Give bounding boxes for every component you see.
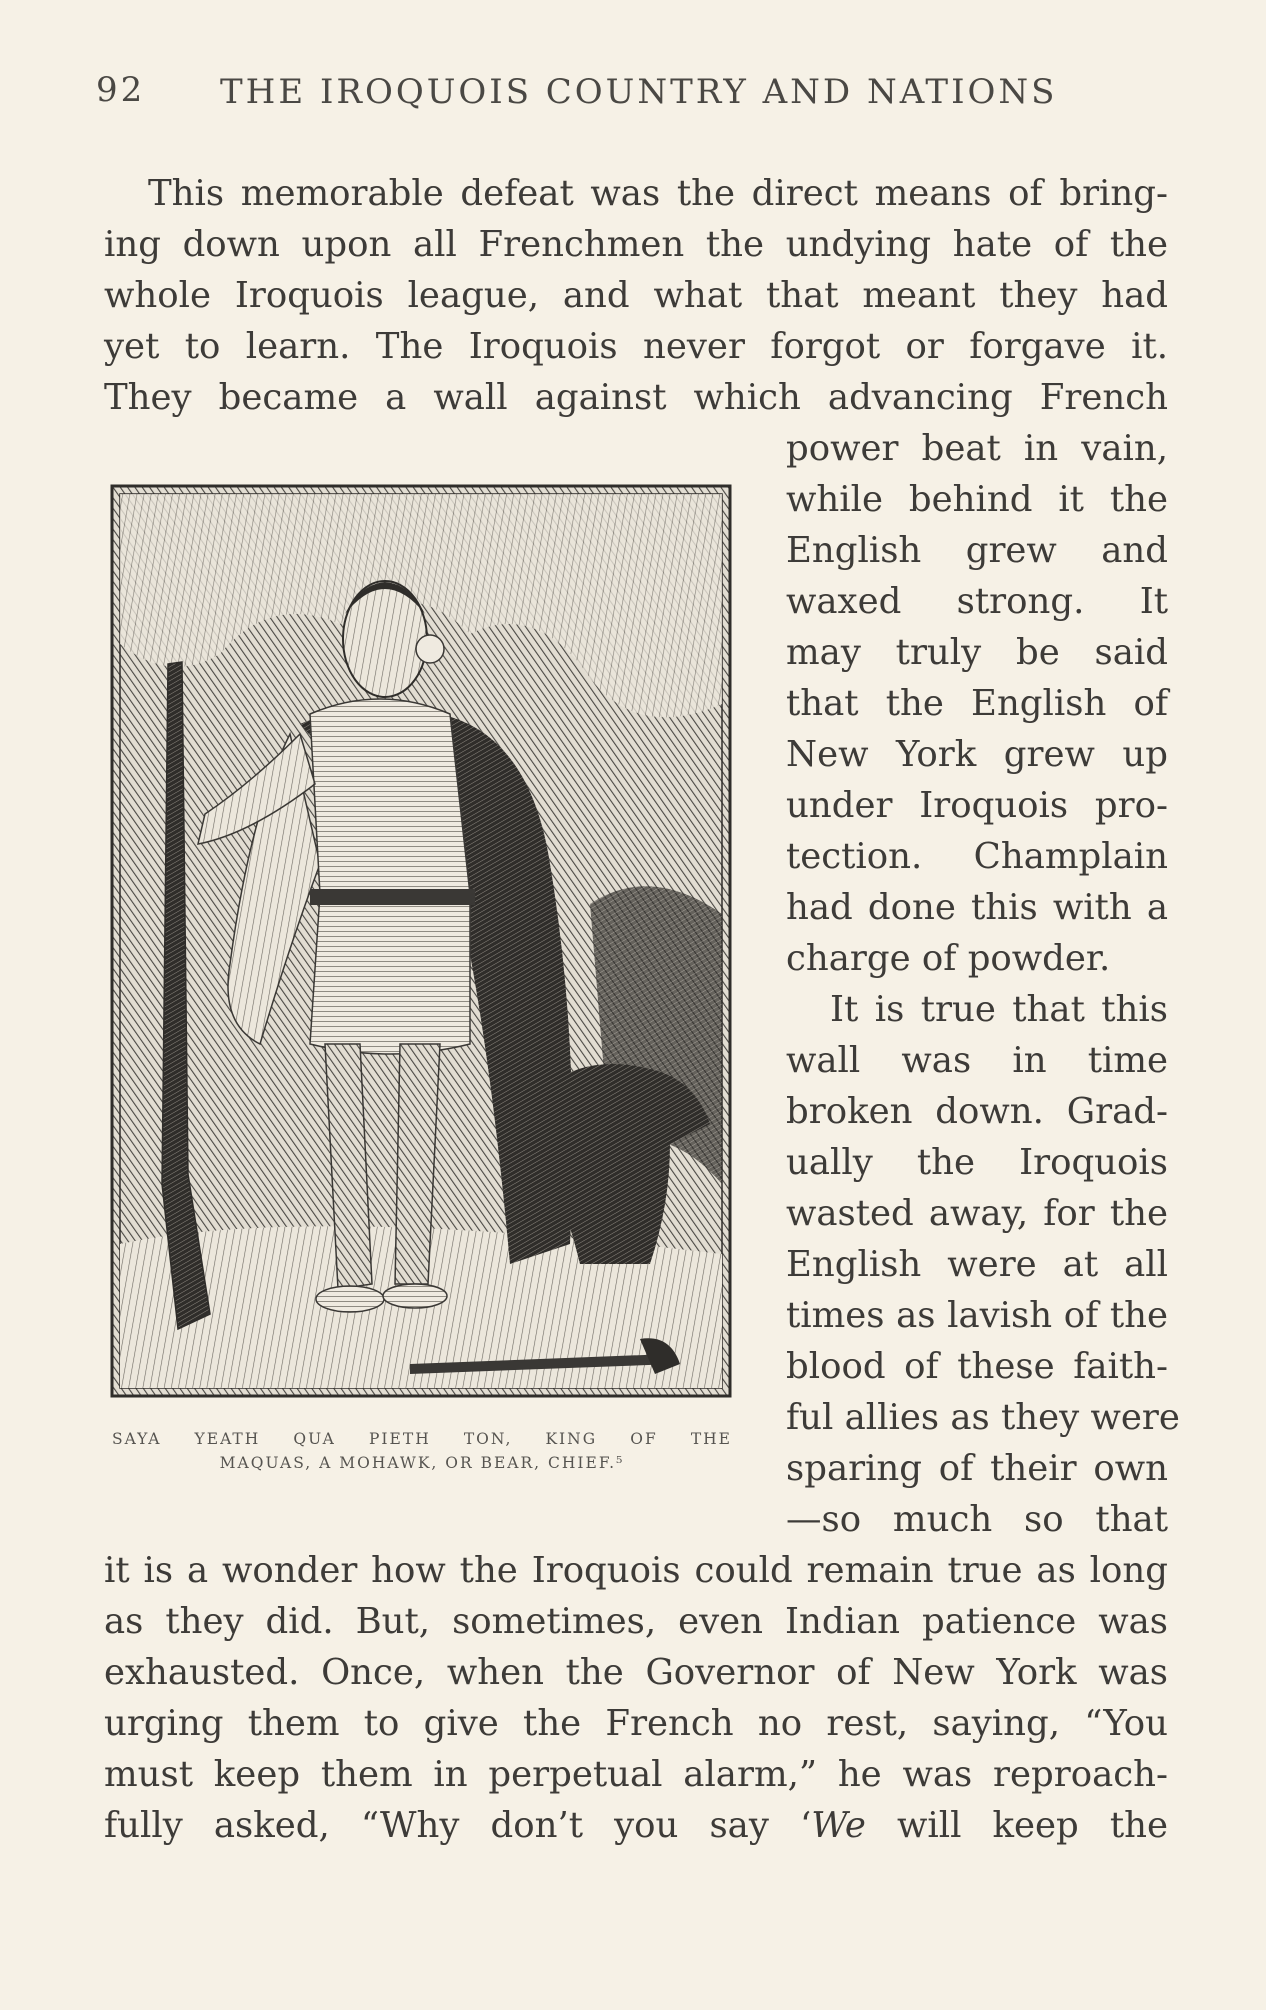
text-line: wasted away, for the [786,1193,1168,1234]
text-line: power beat in vain, [786,428,1168,469]
text-line: waxed strong. It [786,581,1168,622]
text-line: yet to learn. The Iroquois never forgot or forgave it. [104,326,1168,367]
text-line: times as lavish of the [786,1295,1168,1336]
text-line: New York grew up [786,734,1168,775]
text-line: whole Iroquois league, and what that meant they had [104,275,1168,316]
text-line: as they did. But, sometimes, even Indian patience was [104,1601,1168,1642]
text-line: They became a wall against which advancing French [104,377,1168,418]
text-line: It is true that this [830,989,1168,1030]
text-line: it is a wonder how the Iroquois could remain true as long [104,1550,1168,1591]
text-line: —so much so that [786,1499,1168,1540]
figure-caption-line: SAYA YEATH QUA PIETH TON, KING OF THE [112,1430,732,1448]
text-line: under Iroquois pro- [786,785,1168,826]
chief-portrait-engraving [110,484,732,1398]
running-head [96,70,1096,120]
text-line: broken down. Grad- [786,1091,1168,1132]
text-line: English were at all [786,1244,1168,1285]
running-title: THE IROQUOIS COUNTRY AND NATIONS [220,72,1058,112]
text-line: This memorable defeat was the direct means of bring- [148,173,1168,214]
text-line: urging them to give the French no rest, saying, “You [104,1703,1168,1744]
text-line: ful allies as they were [786,1397,1180,1438]
italic-word: We [811,1805,866,1846]
text-line: wall was in time [786,1040,1168,1081]
text-line: tection. Champlain [786,836,1168,877]
text-line: that the English of [786,683,1168,724]
engraving-figure [110,484,732,1398]
text-line: had done this with a [786,887,1168,928]
text-line: ually the Iroquois [786,1142,1168,1183]
text-line: charge of powder. [786,938,1111,979]
text-line: exhausted. Once, when the Governor of New York was [104,1652,1168,1693]
text-line: blood of these faith- [786,1346,1168,1387]
text-line: must keep them in perpetual alarm,” he was reproach- [104,1754,1168,1795]
text-fragment: fully asked, “Why don’t you say ‘ [104,1805,812,1846]
text-line: sparing of their own [786,1448,1168,1489]
text-line: ing down upon all Frenchmen the undying hate of the [104,224,1168,265]
text-line: while behind it the [786,479,1168,520]
text-line: may truly be said [786,632,1168,673]
figure-caption-line: MAQUAS, A MOHAWK, OR BEAR, CHIEF.⁵ [219,1454,625,1472]
text-fragment: will keep the [865,1805,1168,1846]
page-number: 92 [96,70,146,110]
text-line: English grew and [786,530,1168,571]
text-line [104,1800,1168,1851]
